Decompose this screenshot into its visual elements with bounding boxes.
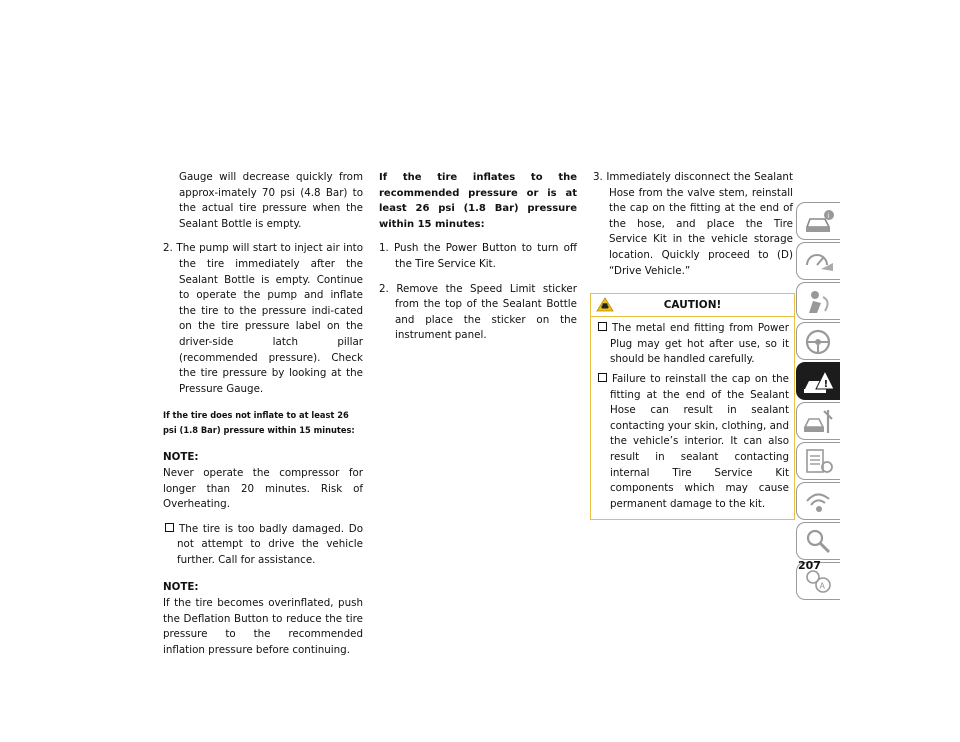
search-magnifier-icon (803, 527, 835, 557)
note-text: Never operate the compressor for longer than 20 minutes. Risk of Overheating. (163, 466, 363, 511)
caution-header (591, 294, 794, 317)
page-number: 207 (798, 559, 821, 572)
note-label-2: NOTE: (163, 581, 199, 594)
bullet-item: The tire is too badly damaged. Do not attempt to drive the vehicle further. Call for assistance. (163, 522, 363, 569)
caution-item: The metal end fitting from Power Plug may get hot after use, so it should be handled carefully. (596, 321, 789, 368)
multimedia-icon (803, 487, 835, 517)
note-label: NOTE: (163, 451, 199, 464)
caution-box (590, 293, 795, 520)
section-heading-inflated: If the tire inflates to the recommended pressure or is at least 26 psi (1.8 Bar) pressure within 15 minutes: (379, 172, 577, 230)
svg-text:A: A (819, 581, 825, 591)
step-3: 3. Immediately disconnect the Sealant Hose from the valve stem, reinstall the cap on the fitting at the end of the hose, and place the Tire Service Kit in the vehicle storage location. Quickly proceed to (D) “Drive Vehicle.” (593, 171, 793, 277)
tab-service[interactable] (796, 402, 840, 440)
emergency-warning-icon (803, 367, 835, 397)
column-left (163, 170, 363, 658)
tab-search[interactable] (796, 522, 840, 560)
caution-triangle-icon (596, 297, 614, 320)
step-2-mid: 2. Remove the Speed Limit sticker from the top of the Sealant Bottle and place the sticker on the instrument panel. (379, 282, 577, 342)
safety-airbag-icon (803, 287, 835, 317)
tab-multimedia[interactable] (796, 482, 840, 520)
column-middle (379, 170, 577, 344)
caution-body (591, 317, 794, 519)
column-right (593, 170, 793, 520)
checkbox-bullet-icon (165, 523, 174, 532)
section-heading-not-inflated: If the tire does not inflate to at least 26 psi (1.8 Bar) pressure within 15 minutes: (163, 410, 355, 436)
tab-specifications[interactable] (796, 442, 840, 480)
tab-safety[interactable] (796, 282, 840, 320)
checkbox-bullet-icon (598, 373, 607, 382)
caution-item: Failure to reinstall the cap on the fitting at the end of the Sealant Hose can result in sealant contacting your skin, clothing, and the vehicle’s interior. It can also result in sealant contacting internal Tire Service Kit components which may cause permanent damage to the kit. (596, 372, 789, 512)
tab-driving[interactable] (796, 322, 840, 360)
svg-text:i: i (827, 212, 830, 220)
svg-text:!: ! (823, 379, 829, 390)
steering-wheel-icon (803, 327, 835, 357)
checkbox-bullet-icon (598, 322, 607, 331)
tab-car-info[interactable] (796, 202, 840, 240)
continued-paragraph: Gauge will decrease quickly from approx-imately 70 psi (4.8 Bar) to the actual tire pressure when the Sealant Bottle is empty. (179, 171, 363, 230)
step-2: 2. The pump will start to inject air into the tire immediately after the Sealant Bottle is empty. Continue to operate the pump and inflate the tire to the pressure indi-cated on the tire pressure label on the driver-side latch pillar (recommended pressure). Check the tire pressure by looking at the Pressure Gauge. (163, 242, 363, 395)
tab-emergency[interactable] (796, 362, 840, 400)
car-info-icon (803, 207, 835, 237)
dashboard-gauge-icon (803, 247, 835, 277)
note-text-2: If the tire becomes overinflated, push the Deflation Button to reduce the tire pressure to the recommended inflation pressure before continuing. (163, 597, 363, 656)
tab-dashboard[interactable] (796, 242, 840, 280)
service-tools-icon (803, 407, 835, 437)
specifications-list-icon (803, 447, 835, 477)
caution-title: CAUTION! (663, 299, 722, 312)
step-1: 1. Push the Power Button to turn off the Tire Service Kit. (379, 242, 577, 270)
